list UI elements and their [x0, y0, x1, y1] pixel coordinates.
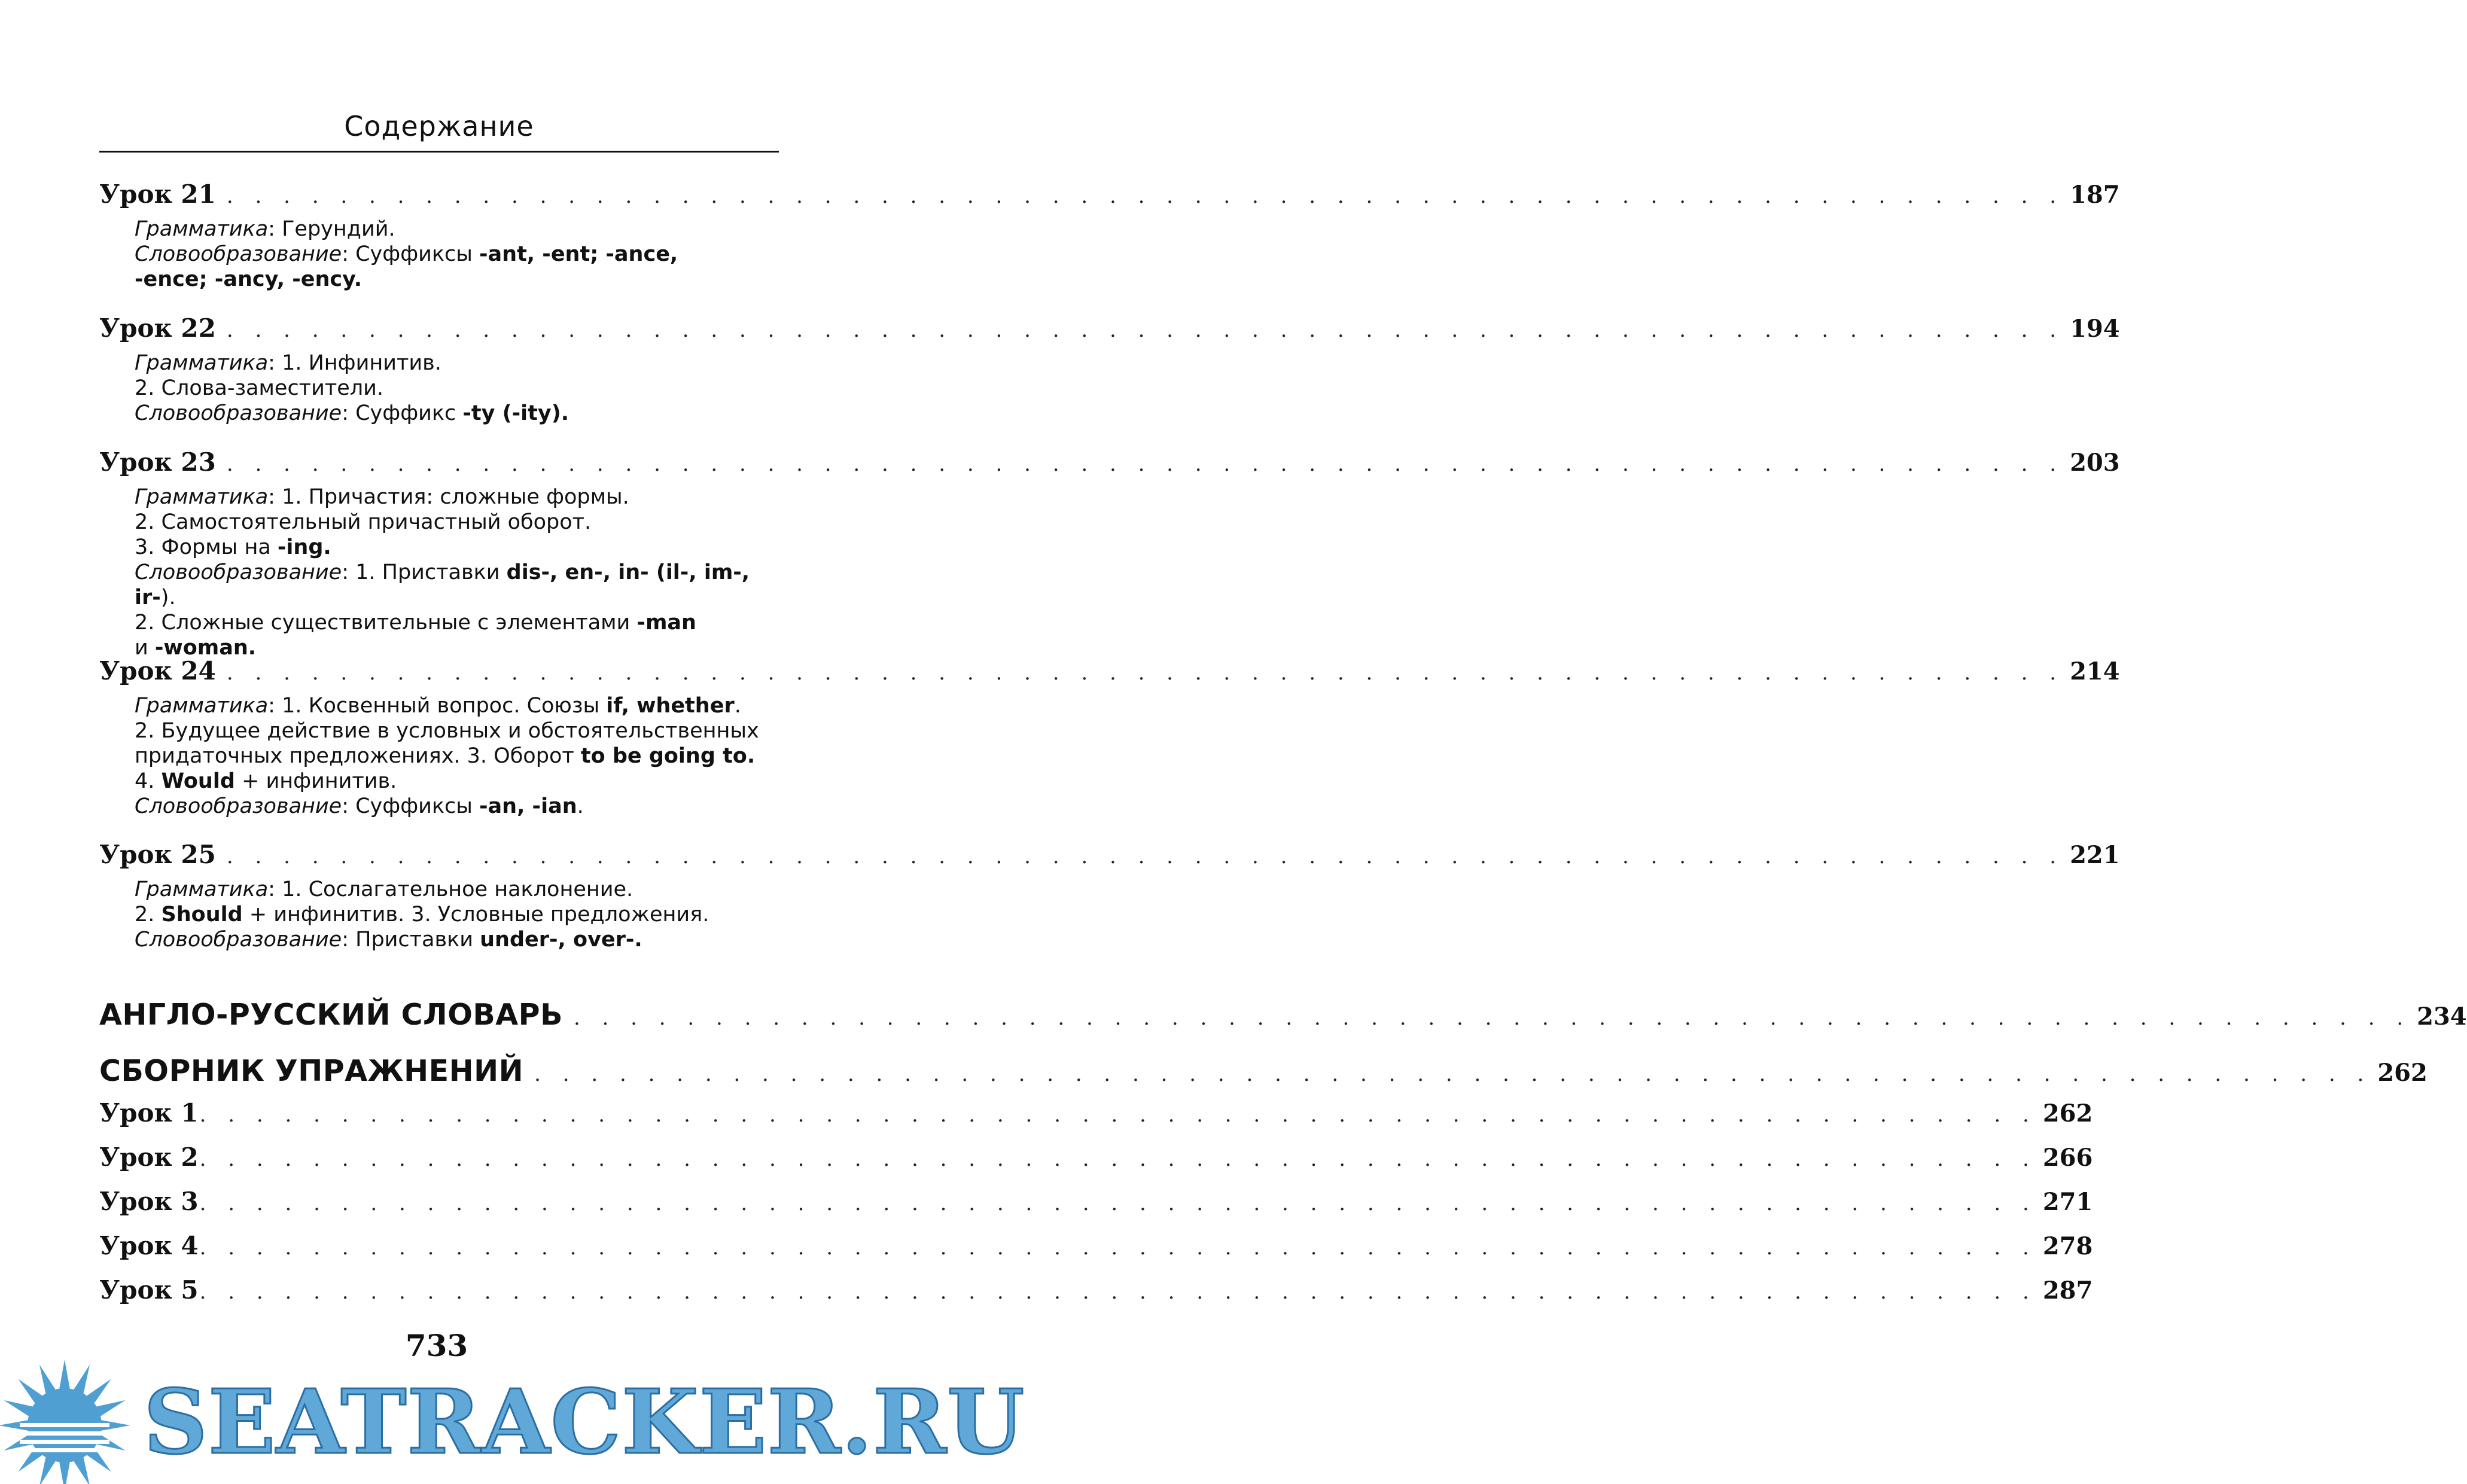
- toc-entry-page: 203: [2070, 449, 2120, 477]
- description-text: -man: [636, 611, 696, 635]
- dot-leader: . . . . . . . . . . . . . . . . . . . . . . . . . . . . . . . . . . . . . . . . . . . . . . . . . . . . . . . . . . . . . . . . .: [226, 661, 2064, 685]
- toc-entry-page: 194: [2070, 315, 2120, 343]
- toc-entry-page: 187: [2070, 181, 2120, 209]
- watermark-text: SEATRACKER.RU: [144, 1370, 1025, 1474]
- description-text: Словообразование: [135, 560, 342, 584]
- description-line: [135, 351, 769, 376]
- description-line: [135, 693, 769, 718]
- description-text: Грамматика: [135, 217, 269, 241]
- lesson-description: [135, 877, 769, 952]
- description-text: Словообразование: [135, 928, 342, 952]
- toc-entry-label: Урок 2: [99, 1142, 199, 1172]
- description-line: [135, 769, 769, 794]
- description-text: и: [135, 636, 155, 660]
- description-text: .: [734, 694, 741, 718]
- description-text: : Приставки: [342, 928, 480, 952]
- description-text: Would: [161, 769, 235, 793]
- description-text: Should: [161, 903, 243, 927]
- description-text: 2. Сложные существительные с элементами: [135, 611, 637, 635]
- description-line: [135, 610, 769, 635]
- header-divider: [99, 151, 779, 153]
- description-text: придаточных предложениях. 3. Оборот: [135, 744, 581, 768]
- description-text: -woman.: [154, 636, 257, 660]
- toc-exercise-lesson-5[interactable]: [99, 1275, 2093, 1311]
- description-text: : Суффиксы: [342, 242, 480, 266]
- lesson-description: [135, 217, 769, 292]
- toc-entry-lesson-24[interactable]: [99, 656, 2120, 692]
- description-text: : 1. Косвенный вопрос. Союзы: [268, 694, 607, 718]
- lesson-description: [135, 484, 769, 660]
- description-text: .: [577, 794, 584, 818]
- description-text: Грамматика: [135, 877, 269, 901]
- dot-leader: . . . . . . . . . . . . . . . . . . . . . . . . . . . . . . . . . . . . . . . . . . . . . . . . . . . . . . . . . . . . . . . . .: [199, 1103, 2037, 1127]
- description-line: [135, 401, 769, 426]
- description-line: [135, 376, 769, 401]
- description-text: : 1. Сослагательное наклонение.: [268, 877, 633, 901]
- toc-entry-page: 266: [2042, 1144, 2093, 1172]
- description-text: if, whether: [606, 694, 735, 718]
- description-line: [135, 217, 769, 242]
- description-text: : Суффикс: [342, 401, 463, 425]
- toc-exercise-lesson-4[interactable]: [99, 1231, 2093, 1267]
- dot-leader: . . . . . . . . . . . . . . . . . . . . . . . . . . . . . . . . . . . . . . . . . . . . . . . . . . . . . . . . . . . . . . . . .: [226, 452, 2064, 476]
- toc-entry-label: Урок 25: [99, 840, 216, 869]
- description-line: [135, 877, 769, 902]
- description-text: to be going to.: [580, 744, 756, 768]
- description-text: -ty (-ity).: [462, 401, 569, 425]
- toc-entry-label: Урок 24: [99, 656, 216, 685]
- description-text: dis-, en-, in- (il-, im-, ir-: [135, 560, 750, 610]
- toc-exercise-lesson-2[interactable]: [99, 1142, 2093, 1178]
- toc-section-page: 234: [2417, 1002, 2467, 1031]
- description-text: Грамматика: [135, 694, 269, 718]
- toc-section-exercises[interactable]: [99, 1054, 2428, 1090]
- description-text: Словообразование: [135, 794, 342, 818]
- description-line: [135, 510, 769, 535]
- toc-entry-lesson-23[interactable]: [99, 447, 2120, 483]
- description-text: : 1. Приставки: [342, 560, 507, 584]
- toc-exercise-lesson-1[interactable]: [99, 1098, 2093, 1134]
- description-text: + инфинитив. 3. Условные предложения.: [242, 903, 709, 927]
- description-text: + инфинитив.: [234, 769, 397, 793]
- toc-entry-label: Урок 21: [99, 179, 216, 209]
- description-text: : Суффиксы: [342, 794, 480, 818]
- description-text: 3. Формы на: [135, 535, 278, 559]
- lesson-description: [135, 351, 769, 426]
- description-line: [135, 267, 769, 292]
- dot-leader: . . . . . . . . . . . . . . . . . . . . . . . . . . . . . . . . . . . . . . . . . . . . . . . . . . . . . . . . . . . . . . . . .: [199, 1192, 2037, 1215]
- description-text: Словообразование: [135, 242, 342, 266]
- dot-leader: . . . . . . . . . . . . . . . . . . . . . . . . . . . . . . . . . . . . . . . . . . . . . . . . . . . . . . . . . . . . . . . . .: [534, 1062, 2372, 1086]
- sun-icon: [0, 1360, 130, 1484]
- dot-leader: . . . . . . . . . . . . . . . . . . . . . . . . . . . . . . . . . . . . . . . . . . . . . . . . . . . . . . . . . . . . . . . . .: [199, 1280, 2037, 1304]
- toc-section-label: СБОРНИК УПРАЖНЕНИЙ: [99, 1054, 524, 1088]
- toc-entry-page: 262: [2042, 1099, 2093, 1128]
- description-line: [135, 743, 769, 769]
- dot-leader: . . . . . . . . . . . . . . . . . . . . . . . . . . . . . . . . . . . . . . . . . . . . . . . . . . . . . . . . . . . . . . . . .: [226, 318, 2064, 342]
- description-text: Грамматика: [135, 351, 269, 375]
- description-line: [135, 902, 769, 927]
- description-text: -an, -ian: [479, 794, 577, 818]
- dot-leader: . . . . . . . . . . . . . . . . . . . . . . . . . . . . . . . . . . . . . . . . . . . . . . . . . . . . . . . . . . . . . . . . .: [226, 845, 2064, 869]
- toc-section-label: АНГЛО-РУССКИЙ СЛОВАРЬ: [99, 998, 563, 1032]
- toc-entry-page: 278: [2042, 1232, 2093, 1260]
- description-text: : 1. Инфинитив.: [268, 351, 441, 375]
- description-text: Грамматика: [135, 485, 269, 509]
- dot-leader: . . . . . . . . . . . . . . . . . . . . . . . . . . . . . . . . . . . . . . . . . . . . . . . . . . . . . . . . . . . . . . . . .: [226, 184, 2064, 208]
- description-text: ).: [160, 586, 176, 610]
- description-text: 4.: [135, 769, 162, 793]
- toc-entry-page: 214: [2070, 657, 2120, 685]
- description-text: under-, over-.: [480, 928, 642, 952]
- description-line: [135, 794, 769, 819]
- description-text: -ence; -ancy, -ency.: [135, 267, 363, 291]
- toc-entry-page: 221: [2070, 841, 2120, 869]
- page-title: Содержание: [344, 110, 534, 142]
- description-text: -ant, -ent; -ance,: [479, 242, 678, 266]
- toc-entry-label: Урок 5: [99, 1275, 199, 1305]
- toc-entry-page: 271: [2042, 1188, 2093, 1216]
- description-line: [135, 560, 769, 610]
- description-text: 2. Будущее действие в условных и обстоятельственных: [135, 719, 759, 743]
- toc-entry-lesson-25[interactable]: [99, 840, 2120, 876]
- toc-entry-label: Урок 4: [99, 1231, 199, 1260]
- description-line: [135, 718, 769, 743]
- description-text: 2. Самостоятельный причастный оборот.: [135, 510, 592, 534]
- toc-entry-label: Урок 23: [99, 447, 216, 477]
- description-line: [135, 484, 769, 510]
- description-line: [135, 535, 769, 560]
- description-text: : 1. Причастия: сложные формы.: [268, 485, 629, 509]
- dot-leader: . . . . . . . . . . . . . . . . . . . . . . . . . . . . . . . . . . . . . . . . . . . . . . . . . . . . . . . . . . . . . . . . .: [199, 1147, 2037, 1171]
- lesson-description: [135, 693, 769, 819]
- page-number: 733: [405, 1328, 468, 1363]
- toc-exercise-lesson-3[interactable]: [99, 1187, 2093, 1223]
- description-text: Словообразование: [135, 401, 342, 425]
- description-line: [135, 242, 769, 267]
- toc-entry-page: 287: [2042, 1276, 2093, 1305]
- dot-leader: . . . . . . . . . . . . . . . . . . . . . . . . . . . . . . . . . . . . . . . . . . . . . . . . . . . . . . . . . . . . . . . . .: [573, 1006, 2411, 1030]
- description-text: -ing.: [277, 535, 331, 559]
- description-text: 2. Слова-заместители.: [135, 376, 383, 400]
- toc-entry-label: Урок 22: [99, 313, 216, 343]
- toc-section-page: 262: [2377, 1059, 2428, 1087]
- toc-entry-lesson-21[interactable]: [99, 179, 2120, 215]
- dot-leader: . . . . . . . . . . . . . . . . . . . . . . . . . . . . . . . . . . . . . . . . . . . . . . . . . . . . . . . . . . . . . . . . .: [199, 1236, 2037, 1260]
- description-line: [135, 927, 769, 952]
- toc-entry-label: Урок 1: [99, 1098, 199, 1128]
- toc-entry-lesson-22[interactable]: [99, 313, 2120, 349]
- description-text: : Герундий.: [268, 217, 395, 241]
- description-text: 2.: [135, 903, 162, 927]
- toc-section-dictionary[interactable]: [99, 998, 2467, 1034]
- toc-entry-label: Урок 3: [99, 1187, 199, 1216]
